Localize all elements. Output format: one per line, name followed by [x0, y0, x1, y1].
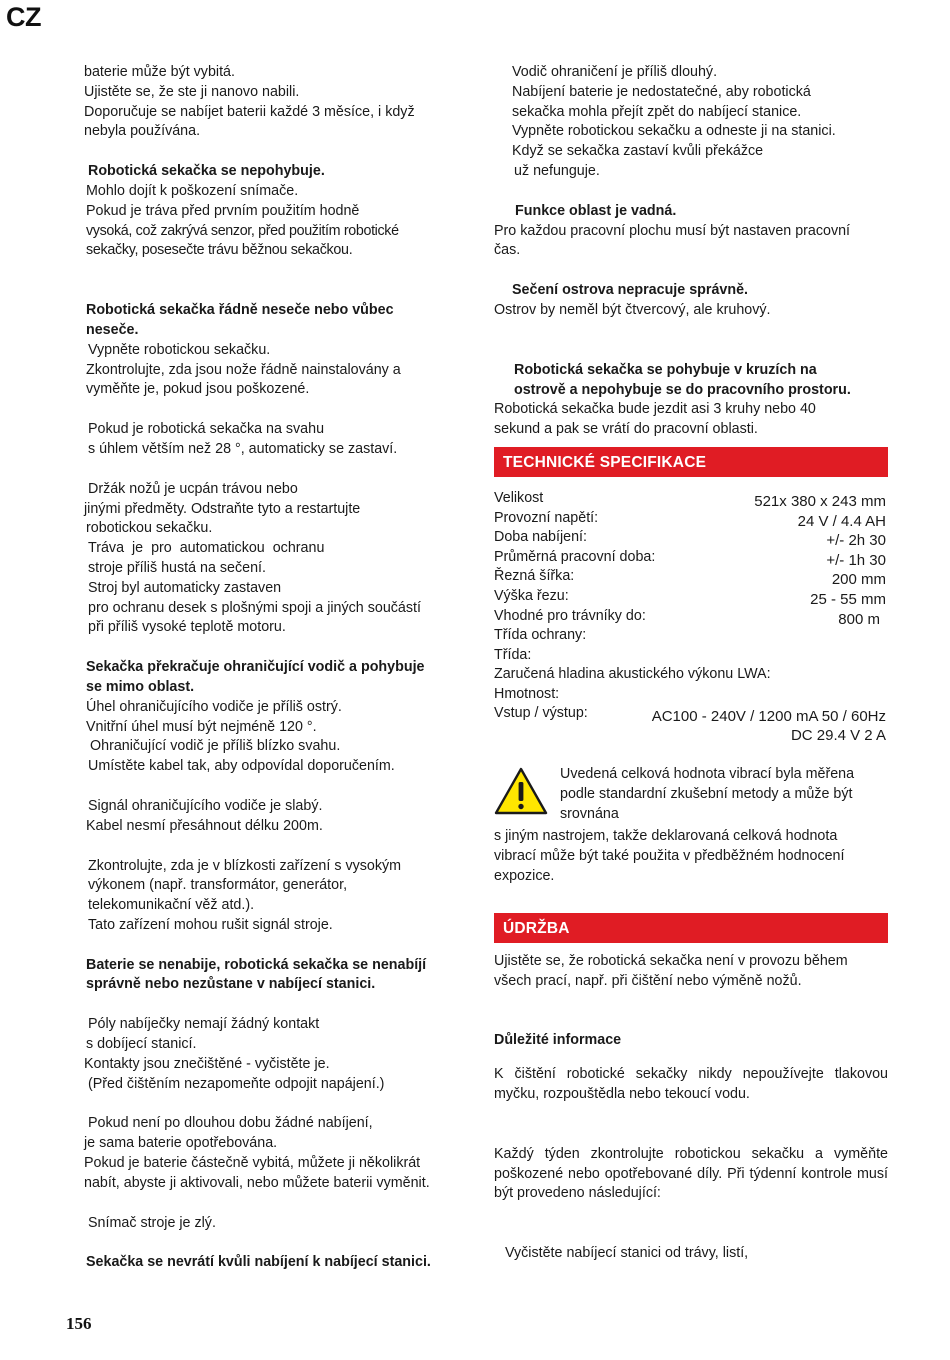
slope-text: [84, 420, 474, 460]
text-line: nebyla používána.: [84, 123, 201, 140]
spec-label: Zaručená hladina akustického výkonu LWA:: [494, 666, 771, 683]
text-line: Tato zařízení mohou rušit signál stroje.: [88, 916, 333, 933]
text-line: sekačky, posesečte trávu běžnou sekačkou.: [86, 242, 353, 259]
text-line: Robotická sekačka bude jezdit asi 3 kruhy nebo 40: [494, 401, 816, 418]
not-moving-text: [84, 182, 474, 261]
spec-label: Vhodné pro trávníky do:: [494, 607, 646, 624]
text-line: vyměňte je, pokud jsou poškozené.: [86, 381, 310, 398]
cleaning-text: K čištění robotické sekačky nikdy nepoužívejte tlakovou myčku, rozpouštědla nebo tekoucí vodu.: [494, 1066, 888, 1103]
text-line: Vypněte robotickou sekačku a odneste ji na stanici.: [512, 123, 836, 140]
text-line: při příliš vysoké teplotě motoru.: [88, 619, 286, 636]
blade-holder-text: [84, 480, 474, 638]
text-line: výkonem (např. transformátor, generátor,: [88, 877, 348, 894]
text-line: Kabel nesmí přesáhnout délku 200m.: [86, 817, 323, 834]
text-line: je sama baterie opotřebována.: [84, 1135, 278, 1152]
spec-value: 521x 380 x 243 mm: [754, 492, 886, 510]
left-column: [84, 63, 474, 1273]
weekly-check-text: Každý týden zkontrolujte robotickou sekačku a vyměňte poškozené nebo opotřebované díly. Při týdenní kontrole musí být provedeno následující:: [494, 1145, 888, 1202]
heading-area-function: Funkce oblast je vadná.: [515, 202, 677, 219]
spec-row: [494, 607, 888, 627]
text-line: Nabíjení baterie je nedostatečné, aby robotická: [512, 83, 811, 100]
text-line: vibrací může být také použita v předběžném hodnocení: [494, 848, 845, 865]
spec-value: AC100 - 240V / 1200 mA 50 / 60Hz: [651, 708, 886, 726]
heading-not-returning: Sekačka se nevrátí kvůli nabíjení k nabíjecí stanici.: [86, 1254, 431, 1271]
vibration-warning: [494, 767, 888, 827]
circles-text: [494, 400, 888, 440]
text-line: Pokud je tráva před prvním použitím hodně: [86, 202, 360, 219]
text-line: Signál ohraničujícího vodiče je slabý.: [88, 797, 323, 814]
text-line: Držák nožů je ucpán trávou nebo: [88, 480, 298, 497]
page-number: 156: [66, 1314, 92, 1333]
text-line: Mohlo dojít k poškození snímače.: [86, 182, 299, 199]
text-line: vysoká, což zakrývá senzor, před použitím robotické: [86, 222, 399, 239]
heading-not-mowing: [84, 301, 474, 341]
interference-text: [84, 857, 474, 936]
text-line: Stroj byl automaticky zastaven: [88, 579, 282, 596]
text-line: čas.: [494, 242, 521, 259]
spec-label: Provozní napětí:: [494, 509, 599, 526]
spec-value: +/- 2h 30: [826, 532, 886, 550]
text-line: Ujistěte se, že ste ji nanovo nabili.: [84, 83, 300, 100]
spec-row: [494, 587, 888, 607]
warning-triangle-icon: [494, 767, 548, 815]
text-line: Zkontrolujte, zda je v blízkosti zařízení s vysokým: [88, 857, 402, 874]
text-line: Ohraničující vodič je příliš blízko svahu.: [90, 738, 341, 755]
spec-row: [494, 489, 888, 509]
spec-label: Vstup / výstup:: [494, 705, 588, 722]
right-column: [494, 63, 888, 1264]
text-line: stroje příliš hustá na sečení.: [88, 559, 267, 576]
text-line: Umístěte kabel tak, aby odpovídal doporučením.: [88, 758, 395, 775]
text-line: Vypněte robotickou sekačku.: [88, 341, 271, 358]
text-line: nabít, abyste ji aktivovali, nebo můžete baterii vyměnit.: [84, 1174, 430, 1191]
language-code: CZ: [6, 2, 41, 32]
spec-row: [494, 528, 888, 548]
text-line: baterie může být vybitá.: [84, 64, 235, 80]
text-line: Vodič ohraničení je příliš dlouhý.: [512, 64, 718, 80]
spec-value: 25 - 55 mm: [810, 590, 886, 608]
text-line: Tráva je pro automatickou ochranu: [88, 540, 325, 557]
spec-value: 800 m: [838, 610, 880, 628]
spec-value: 24 V / 4.4 AH: [797, 512, 886, 530]
spec-label: Průměrná pracovní doba:: [494, 548, 656, 565]
maintenance-header: ÚDRŽBA: [494, 913, 888, 943]
text-line: už nefunguje.: [514, 162, 600, 179]
text-line: srovnána: [560, 806, 619, 823]
maintenance-safety-text: [494, 952, 888, 992]
spec-row: [494, 646, 888, 666]
heading-line: Robotická sekačka se pohybuje v kruzích na: [514, 361, 817, 378]
clean-station-text: Vyčistěte nabíjecí stanici od trávy, listí,: [505, 1245, 749, 1262]
heading-battery-not-charging: [84, 956, 474, 996]
text-line: s jiným nastrojem, takže deklarovaná celková hodnota: [494, 828, 838, 845]
text-line: Zkontrolujte, zda jsou nože řádně nainstalovány a: [86, 361, 401, 378]
heading-important-info: Důležité informace: [494, 1032, 622, 1049]
text-line: podle standardní zkušební metody a může být: [560, 786, 853, 803]
spec-label: Hmotnost:: [494, 685, 560, 702]
text-line: robotickou sekačku.: [86, 520, 213, 537]
text-line: expozice.: [494, 868, 555, 885]
heading-line: Robotická sekačka řádně neseče nebo vůbec: [86, 302, 394, 319]
heading-line: ostrově a nepohybuje se do pracovního prostoru.: [514, 381, 851, 398]
text-line: Když se sekačka zastaví kvůli překážce: [512, 143, 764, 160]
spec-row: [494, 548, 888, 568]
text-line: Úhel ohraničujícího vodiče je příliš ostrý.: [86, 698, 342, 715]
island-text: Ostrov by neměl být čtvercový, ale kruhový.: [494, 301, 771, 318]
text-line: Pro každou pracovní plochu musí být nastaven pracovní: [494, 222, 851, 239]
text-line: sekačka mohla přejít zpět do nabíjecí stanice.: [512, 103, 802, 120]
spec-table: [494, 489, 888, 745]
text-line: Pokud je robotická sekačka na svahu: [88, 421, 325, 438]
warning-continued-text: [494, 827, 888, 886]
spec-row: [494, 665, 888, 685]
text-line: Kontakty jsou znečištěné - vyčistěte je.: [84, 1055, 330, 1072]
battery-discharged-text: [84, 63, 474, 142]
spec-value: DC 29.4 V 2 A: [790, 727, 886, 745]
spec-label: Třída ochrany:: [494, 627, 587, 644]
spec-row-io: [494, 704, 888, 744]
spec-row: [494, 626, 888, 646]
spec-row: [494, 685, 888, 705]
text-line: Uvedená celková hodnota vibrací byla měřena: [560, 766, 855, 783]
charger-contacts-text: [84, 1015, 474, 1094]
heading-crosses-wire: [84, 658, 474, 698]
heading-island-mowing: Sečení ostrova nepracuje správně.: [512, 282, 749, 299]
spec-label: Velikost: [494, 489, 544, 506]
spec-label: Doba nabíjení:: [494, 529, 587, 546]
heading-line: správně nebo nezůstane v nabíjecí stanici.: [86, 976, 376, 993]
wire-too-long-text: [494, 63, 888, 182]
warning-text: [560, 765, 886, 824]
text-line: Vnitřní úhel musí být nejméně 120 °.: [86, 718, 317, 735]
heading-line: neseče.: [86, 321, 139, 338]
text-line: všech prací, např. při čištění nebo výměně nožů.: [494, 972, 802, 989]
spec-label: Výška řezu:: [494, 587, 569, 604]
heading-line: Sekačka překračuje ohraničující vodič a pohybuje: [86, 659, 425, 676]
text-line: s dobíjecí stanicí.: [86, 1036, 197, 1053]
spec-value: +/- 1h 30: [826, 551, 886, 569]
not-mowing-text: [84, 341, 474, 400]
spec-label: Třída:: [494, 646, 532, 663]
text-line: Pokud je baterie částečně vybitá, můžete ji několikrát: [84, 1155, 421, 1172]
heading-line: Baterie se nenabije, robotická sekačka se nenabíjí: [86, 956, 427, 973]
battery-worn-text: [84, 1114, 474, 1193]
text-line: jinými předměty. Odstraňte tyto a restartujte: [84, 500, 361, 517]
text-line: Póly nabíječky nemají žádný kontakt: [88, 1016, 320, 1033]
heading-not-moving: Robotická sekačka se nepohybuje.: [88, 163, 325, 180]
sensor-faulty-text: Snímač stroje je zlý.: [88, 1214, 216, 1231]
text-line: (Před čištěním nezapomeňte odpojit napájení.): [88, 1075, 385, 1092]
heading-line: se mimo oblast.: [86, 678, 195, 695]
area-function-text: [494, 222, 888, 262]
weak-signal-text: [84, 797, 474, 837]
tech-spec-header: TECHNICKÉ SPECIFIKACE: [494, 447, 888, 477]
spec-row: [494, 509, 888, 529]
heading-circles: [494, 361, 888, 401]
text-line: pro ochranu desek s plošnými spoji a jiných součástí: [88, 599, 421, 616]
text-line: Ujistěte se, že robotická sekačka není v provozu během: [494, 952, 848, 969]
spec-row: [494, 567, 888, 587]
spec-label: Řezná šířka:: [494, 568, 575, 585]
wire-angle-text: [84, 698, 474, 777]
text-line: Pokud není po dlouhou dobu žádné nabíjení,: [88, 1115, 373, 1132]
text-line: Doporučuje se nabíjet baterii každé 3 měsíce, i když: [84, 103, 415, 120]
text-line: s úhlem větším než 28 °, automaticky se zastaví.: [88, 440, 398, 457]
text-line: sekund a pak se vrátí do pracovní oblasti.: [494, 421, 758, 438]
spec-value: 200 mm: [831, 571, 886, 589]
text-line: telekomunikační věž atd.).: [88, 897, 255, 914]
